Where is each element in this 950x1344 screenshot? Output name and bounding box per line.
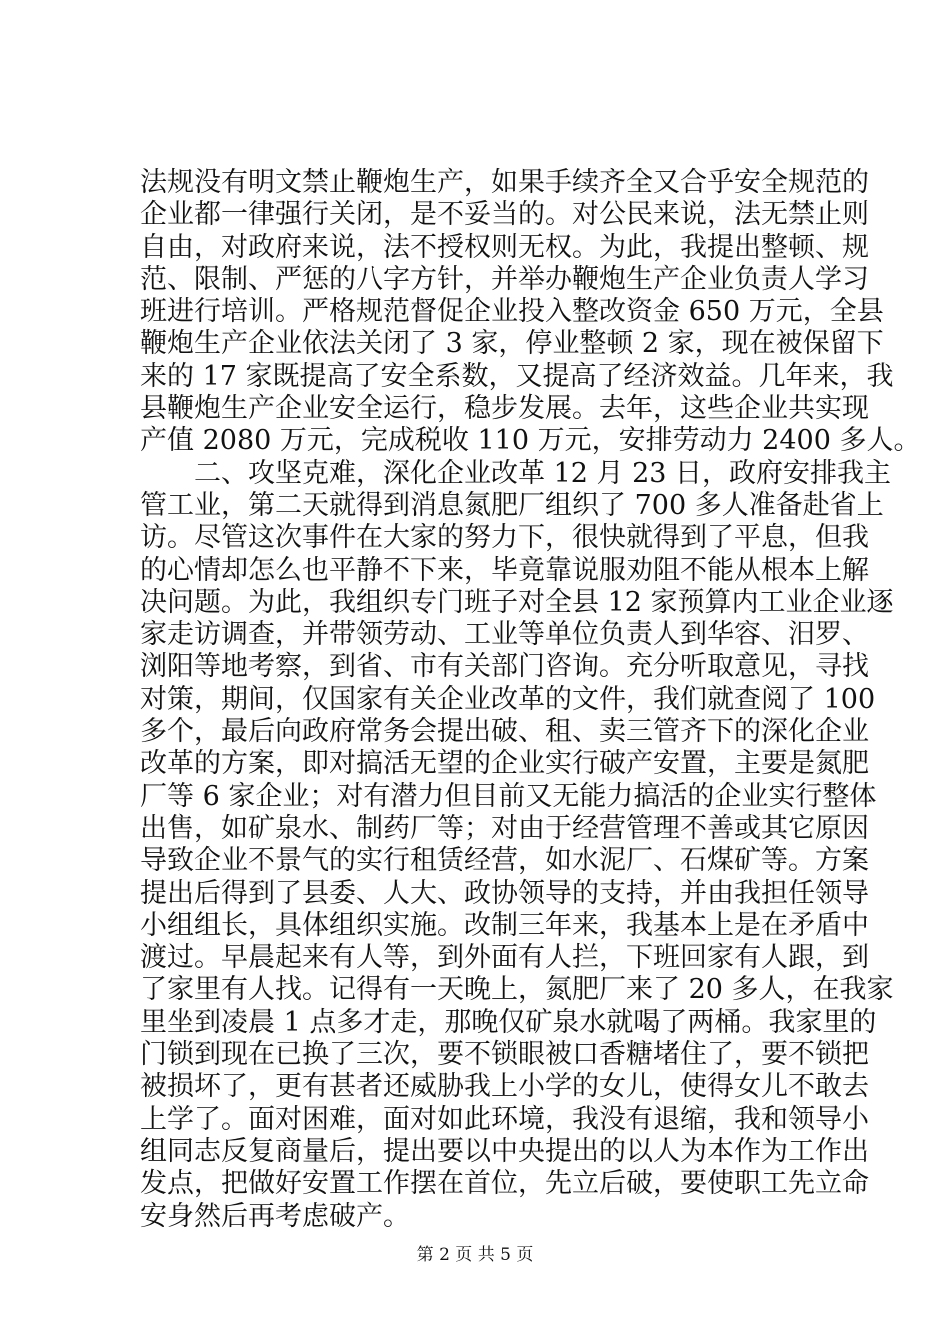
text-line-15: 家走访调查，并带领劳动、工业等单位负责人到华容、汨罗、 — [140, 619, 869, 651]
text-line-27: 里坐到凌晨 1 点多才走，那晚仅矿泉水就喝了两桶。我家里的 — [140, 1006, 877, 1038]
text-line-19: 改革的方案，即对搞活无望的企业实行破产安置，主要是氮肥 — [140, 748, 869, 780]
text-line-21: 出售，如矿泉水、制药厂等；对由于经营管理不善或其它原因 — [140, 812, 869, 844]
text-line-1: 法规没有明文禁止鞭炮生产，如果手续齐全又合乎安全规范的 — [140, 167, 869, 198]
text-line-12: 访。尽管这次事件在大家的努力下，很快就得到了平息，但我 — [140, 522, 869, 554]
text-line-22: 导致企业不景气的实行租赁经营，如水泥厂、石煤矿等。方案 — [140, 845, 869, 877]
text-line-16: 浏阳等地考察，到省、市有关部门咨询。充分听取意见，寻找 — [140, 651, 869, 683]
text-line-2: 企业都一律强行关闭，是不妥当的。对公民来说，法无禁止则 — [140, 199, 869, 231]
text-line-6: 鞭炮生产企业依法关闭了 3 家，停业整顿 2 家，现在被保留下 — [140, 328, 884, 360]
page-footer — [0, 1244, 950, 1266]
text-line-32: 发点，把做好安置工作摆在首位，先立后破，要使职工先立命 — [140, 1168, 869, 1200]
page-number: 第 2 页 共 5 页 — [416, 1245, 534, 1265]
body-text — [140, 167, 921, 1233]
text-line-29: 被损坏了，更有甚者还威胁我上小学的女儿，使得女儿不敢去 — [140, 1071, 869, 1103]
text-line-23: 提出后得到了县委、人大、政协领导的支持，并由我担任领导 — [140, 877, 869, 909]
text-line-8: 县鞭炮生产企业安全运行，稳步发展。去年，这些企业共实现 — [140, 393, 869, 425]
text-line-18: 多个，最后向政府常务会提出破、租、卖三管齐下的深化企业 — [140, 716, 869, 748]
text-line-10: 二、攻坚克难，深化企业改革 12 月 23 日，政府安排我主 — [140, 457, 892, 489]
text-line-14: 决问题。为此，我组织专门班子对全县 12 家预算内工业企业逐 — [140, 586, 894, 618]
text-line-13: 的心情却怎么也平静不下来，毕竟靠说服劝阻不能从根本上解 — [140, 554, 869, 586]
text-line-31: 组同志反复商量后，提出要以中央提出的以人为本作为工作出 — [140, 1135, 869, 1167]
text-line-9: 产值 2080 万元，完成税收 110 万元，安排劳动力 2400 多人。 — [140, 425, 921, 457]
text-line-7: 来的 17 家既提高了安全系数，又提高了经济效益。几年来，我 — [140, 360, 894, 392]
text-line-26: 了家里有人找。记得有一天晚上，氮肥厂来了 20 多人，在我家 — [140, 974, 894, 1006]
text-line-20: 厂等 6 家企业；对有潜力但目前又无能力搞活的企业实行整体 — [140, 780, 877, 812]
text-line-5: 班进行培训。严格规范督促企业投入整改资金 650 万元，全县 — [140, 296, 884, 328]
text-line-30: 上学了。面对困难，面对如此环境，我没有退缩，我和领导小 — [140, 1103, 869, 1135]
text-line-25: 渡过。早晨起来有人等，到外面有人拦，下班回家有人跟，到 — [140, 942, 869, 974]
text-line-28: 门锁到现在已换了三次，要不锁眼被口香糖堵住了，要不锁把 — [140, 1039, 869, 1071]
text-line-17: 对策，期间，仅国家有关企业改革的文件，我们就查阅了 100 — [140, 683, 876, 715]
text-line-24: 小组组长，具体组织实施。改制三年来，我基本上是在矛盾中 — [140, 909, 869, 941]
text-line-3: 自由，对政府来说，法不授权则无权。为此，我提出整顿、规 — [140, 231, 869, 263]
text-line-4: 范、限制、严惩的八字方针，并举办鞭炮生产企业负责人学习 — [140, 263, 869, 295]
text-line-33: 安身然后再考虑破产。 — [140, 1200, 410, 1232]
text-line-11: 管工业，第二天就得到消息氮肥厂组织了 700 多人准备赴省上 — [140, 489, 884, 521]
